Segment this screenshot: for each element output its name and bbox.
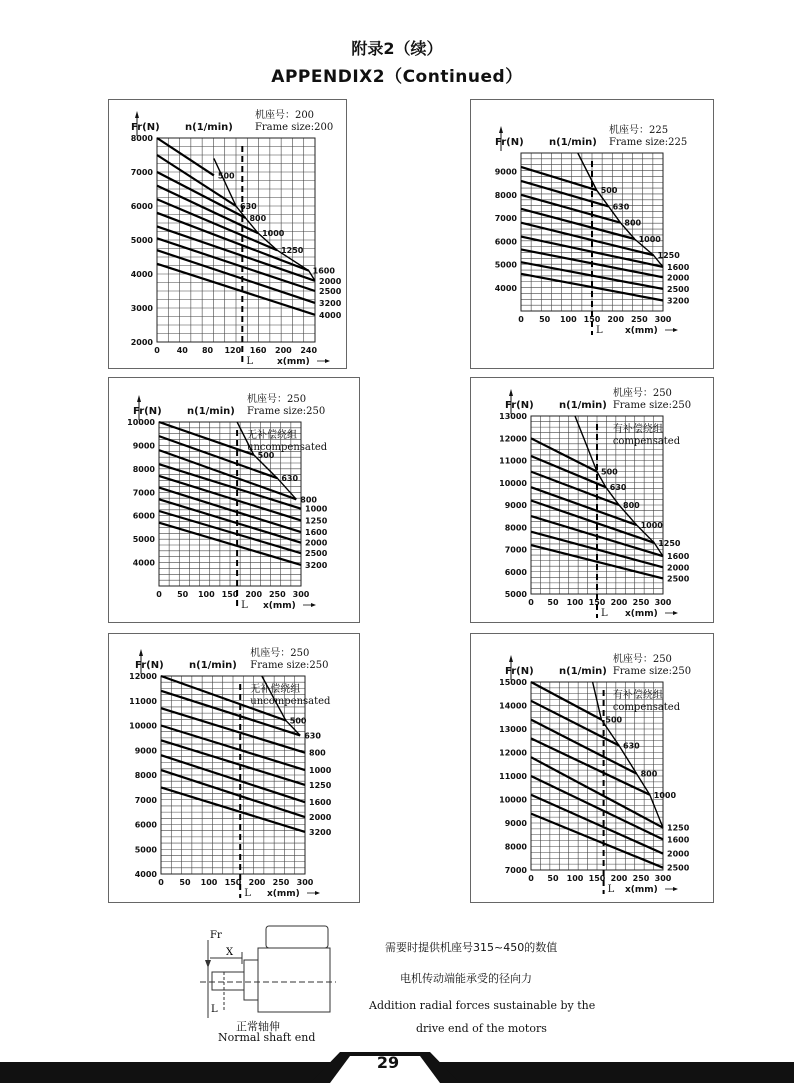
y-tick-label: 9000 [132, 441, 155, 451]
y-axis-label: Fr(N) [495, 137, 524, 148]
frame-size-cn: 机座号：225 [609, 125, 669, 136]
chart-svg [471, 634, 713, 902]
chart-svg [109, 634, 359, 902]
shaft-caption-en: Normal shaft end [218, 1031, 316, 1044]
x-tick-label: 240 [300, 346, 318, 355]
winding-type-cn: 无补偿绕组 [247, 430, 298, 441]
y-tick-label: 13000 [499, 725, 527, 734]
l-marker-label: L [601, 608, 608, 619]
x-tick-label: 250 [632, 874, 650, 883]
frame-size-en: Frame size:250 [250, 660, 329, 671]
series-label: 1600 [305, 528, 328, 538]
series-label: 1000 [640, 521, 663, 531]
x-tick-label: 0 [158, 878, 164, 887]
x-tick-label: 0 [518, 315, 524, 324]
series-label: 1000 [305, 504, 328, 514]
series-label: 2000 [309, 813, 332, 823]
y-tick-label: 8000 [504, 842, 527, 852]
shaft-end-diagram [196, 922, 346, 1022]
speed-axis-label: n(1/min) [549, 137, 597, 148]
y-tick-label: 6000 [134, 820, 157, 830]
frame-size-en: Frame size:225 [609, 137, 688, 148]
frame-size-cn: 机座号：250 [250, 648, 310, 659]
x-tick-label: 40 [176, 346, 188, 355]
y-tick-label: 8000 [130, 134, 153, 143]
x-tick-label: 50 [547, 874, 559, 883]
x-tick-label: 100 [566, 874, 584, 883]
y-tick-label: 11000 [499, 772, 527, 781]
y-axis-arrow-icon [499, 126, 503, 133]
x-tick-label: 50 [177, 590, 189, 599]
frame-size-cn: 机座号：250 [247, 394, 307, 405]
series-line [521, 195, 620, 223]
x-tick-label: 50 [547, 598, 559, 607]
x-tick-label: 120 [224, 346, 242, 355]
series-label: 2000 [319, 276, 342, 286]
series-label: 800 [640, 769, 658, 779]
x-tick-label: 200 [245, 590, 263, 599]
series-label: 1600 [309, 798, 332, 808]
winding-type-en: uncompensated [250, 696, 331, 707]
series-label: 2500 [667, 284, 690, 294]
note-en-1: Addition radial forces sustainable by the [369, 999, 596, 1012]
series-label: 3200 [319, 298, 342, 308]
series-label: 800 [249, 213, 267, 223]
x-tick-label: 100 [566, 598, 584, 607]
x-tick-label: 0 [154, 346, 160, 355]
l-marker-label: L [607, 884, 615, 895]
l-marker-label: L [244, 888, 251, 899]
y-tick-label: 9000 [504, 819, 527, 828]
note-cn-1: 需要时提供机座号315~450的数值 [385, 941, 558, 954]
series-label: 1600 [667, 835, 690, 845]
series-label: 1000 [653, 790, 677, 800]
series-label: 3200 [667, 296, 690, 306]
x-tick-label: 80 [201, 346, 214, 355]
l-marker-label: L [246, 356, 253, 367]
x-tick-label: 250 [630, 315, 648, 324]
series-label: 500 [605, 715, 623, 725]
note-en-2: drive end of the motors [416, 1022, 547, 1035]
y-tick-label: 7000 [504, 866, 527, 875]
x-tick-label: 250 [632, 598, 650, 607]
series-label: 500 [600, 186, 618, 196]
winding-type-en: compensated [612, 702, 681, 713]
chart-svg [471, 378, 713, 622]
x-tick-label: 200 [607, 315, 625, 324]
series-line [521, 181, 609, 207]
speed-axis-label: n(1/min) [559, 400, 607, 411]
series-label: 2500 [305, 549, 328, 559]
series-label: 1600 [667, 262, 690, 272]
force-arrow-icon [205, 960, 211, 968]
page-number: 29 [376, 1053, 400, 1072]
y-tick-label: 3000 [130, 304, 153, 313]
y-tick-label: 2000 [130, 338, 153, 347]
series-label: 1250 [658, 538, 681, 548]
y-tick-label: 5000 [504, 590, 527, 599]
terminal-box [266, 926, 328, 948]
winding-type-cn: 有补偿绕组 [612, 424, 663, 435]
y-tick-label: 5000 [132, 535, 155, 545]
series-label: 1600 [667, 552, 690, 562]
y-tick-label: 7000 [134, 795, 157, 805]
y-tick-label: 13000 [499, 412, 527, 421]
series-label: 2000 [305, 538, 328, 548]
chart-panel-frame-225 [470, 99, 714, 369]
y-tick-label: 5000 [494, 260, 517, 270]
series-label: 3200 [305, 560, 328, 570]
series-label: 2000 [667, 273, 690, 283]
x-tick-label: 300 [654, 598, 672, 607]
series-label: 800 [300, 495, 317, 505]
series-label: 2000 [667, 563, 690, 573]
x-tick-label: 300 [654, 874, 672, 883]
x-tick-label: 100 [559, 315, 577, 324]
y-tick-label: 4000 [130, 270, 153, 279]
y-tick-label: 11000 [129, 696, 157, 706]
x-axis-arrow-icon [325, 359, 330, 363]
x-tick-label: 200 [610, 598, 628, 607]
y-axis-label: Fr(N) [505, 400, 534, 411]
y-axis-label: Fr(N) [505, 666, 534, 677]
y-tick-label: 9000 [134, 746, 157, 756]
chart-svg [109, 378, 359, 622]
winding-type-cn: 有补偿绕组 [612, 690, 663, 701]
series-label: 2000 [667, 849, 690, 859]
y-axis-arrow-icon [135, 111, 139, 118]
y-tick-label: 11000 [499, 456, 527, 466]
series-label: 630 [240, 202, 257, 211]
x-axis-arrow-icon [673, 887, 678, 891]
speed-axis-label: n(1/min) [187, 406, 235, 417]
series-label: 800 [624, 218, 642, 228]
y-axis-arrow-icon [139, 649, 143, 656]
series-label: 630 [304, 731, 321, 741]
y-tick-label: 5000 [130, 236, 153, 245]
y-tick-label: 6000 [504, 567, 527, 577]
series-line [521, 209, 635, 239]
x-tick-label: 200 [275, 346, 292, 355]
x-tick-label: 150 [588, 598, 606, 607]
x-tick-label: 200 [248, 878, 266, 887]
y-axis-arrow-icon [137, 395, 141, 402]
y-tick-label: 12000 [499, 434, 527, 444]
y-tick-label: 6000 [494, 237, 517, 247]
note-cn-2: 电机传动端能承受的径向力 [400, 972, 532, 985]
x-axis-arrow-icon [315, 891, 320, 895]
x-tick-label: 50 [539, 315, 551, 324]
y-axis-label: Fr(N) [135, 660, 164, 671]
frame-size-cn: 机座号：250 [612, 654, 672, 665]
diagram-fr-label: Fr [210, 930, 222, 941]
series-label: 2500 [667, 574, 690, 584]
y-tick-label: 9000 [494, 167, 517, 177]
y-tick-label: 10000 [499, 795, 527, 805]
series-label: 1250 [309, 780, 332, 790]
grid [157, 138, 315, 342]
x-axis-label: x(mm) [625, 885, 658, 895]
chart-svg [109, 100, 346, 368]
speed-axis-label: n(1/min) [185, 122, 233, 133]
y-tick-label: 6000 [132, 511, 155, 521]
series-label: 3200 [309, 827, 332, 837]
x-tick-label: 100 [200, 878, 218, 887]
series-line [157, 138, 214, 175]
series-label: 2500 [667, 863, 690, 873]
y-tick-label: 12000 [129, 672, 157, 681]
y-tick-label: 7000 [130, 168, 153, 177]
x-tick-label: 160 [249, 346, 267, 355]
diagram-l-label: L [211, 1004, 218, 1015]
y-tick-label: 10000 [499, 478, 527, 488]
y-axis-arrow-icon [509, 655, 513, 662]
frame-size-en: Frame size:250 [612, 400, 692, 411]
series-label: 1250 [305, 516, 328, 526]
winding-type-en: compensated [612, 436, 681, 447]
x-axis-label: x(mm) [267, 889, 300, 899]
l-marker-label: L [596, 325, 603, 336]
x-tick-label: 150 [224, 878, 242, 887]
title-chinese: 附录2（续） [351, 39, 443, 58]
series-label: 1250 [667, 823, 690, 833]
x-tick-label: 50 [179, 878, 191, 887]
series-label: 1000 [262, 229, 285, 239]
frame-size-en: Frame size:200 [254, 122, 334, 133]
x-axis-arrow-icon [311, 603, 316, 607]
y-tick-label: 8000 [504, 523, 527, 533]
y-tick-label: 6000 [130, 202, 153, 211]
x-tick-label: 200 [610, 874, 628, 883]
series-label: 1000 [638, 234, 661, 244]
chart-panel-frame-250-compensated-a [470, 377, 714, 623]
frame-size-cn: 机座号：250 [612, 388, 672, 399]
x-axis-label: x(mm) [277, 357, 310, 367]
x-tick-label: 250 [268, 590, 286, 599]
x-tick-label: 300 [292, 590, 310, 599]
y-tick-label: 8000 [134, 771, 157, 780]
series-label: 1250 [281, 246, 304, 256]
y-tick-label: 7000 [132, 488, 155, 498]
chart-svg [471, 100, 713, 368]
y-tick-label: 10000 [129, 721, 157, 731]
series-label: 4000 [319, 310, 342, 320]
y-tick-label: 4000 [134, 870, 157, 879]
speed-axis-label: n(1/min) [559, 666, 607, 677]
x-tick-label: 250 [272, 878, 290, 887]
winding-type-cn: 无补偿绕组 [250, 684, 301, 695]
x-tick-label: 0 [156, 590, 162, 599]
series-label: 500 [217, 171, 235, 181]
x-tick-label: 150 [583, 315, 601, 324]
y-axis-label: Fr(N) [133, 406, 162, 417]
x-axis-label: x(mm) [625, 326, 658, 336]
y-tick-label: 15000 [499, 678, 527, 687]
y-axis-label: Fr(N) [131, 122, 160, 133]
x-tick-label: 0 [528, 874, 534, 883]
y-tick-label: 8000 [132, 464, 155, 474]
series-label: 630 [623, 741, 640, 751]
series-line [157, 199, 277, 250]
winding-type-en: uncompensated [247, 442, 328, 453]
series-label: 630 [609, 483, 627, 493]
chart-panel-frame-250-uncompensated-b [108, 633, 360, 903]
frame-size-en: Frame size:250 [247, 406, 326, 417]
x-tick-label: 300 [654, 315, 672, 324]
y-tick-label: 9000 [504, 501, 527, 510]
y-tick-label: 7000 [504, 545, 527, 555]
x-axis-arrow-icon [673, 328, 678, 332]
series-label: 1250 [657, 251, 680, 261]
chart-panel-frame-200 [108, 99, 347, 369]
x-axis-label: x(mm) [625, 609, 658, 619]
motor-body [258, 948, 330, 1012]
series-label: 500 [289, 716, 307, 726]
y-tick-label: 8000 [494, 190, 517, 200]
series-label: 500 [601, 467, 618, 477]
series-label: 1000 [309, 766, 332, 776]
series-label: 2500 [319, 287, 342, 296]
y-tick-label: 14000 [499, 701, 527, 711]
y-tick-label: 5000 [134, 845, 157, 855]
shaft [212, 972, 244, 990]
series-label: 630 [281, 474, 299, 484]
series-label: 630 [612, 202, 630, 212]
series-label: 800 [309, 748, 326, 758]
y-tick-label: 4000 [132, 558, 155, 568]
y-tick-label: 7000 [494, 214, 517, 224]
y-axis-arrow-icon [509, 389, 513, 396]
chart-panel-frame-250-compensated-b [470, 633, 714, 903]
shaft-caption-cn: 正常轴伸 [236, 1020, 280, 1033]
y-tick-label: 10000 [127, 418, 155, 427]
x-tick-label: 100 [197, 590, 215, 599]
x-axis-arrow-icon [673, 611, 678, 615]
title-english: APPENDIX2（Continued） [271, 67, 523, 87]
x-tick-label: 0 [528, 598, 534, 607]
x-tick-label: 150 [588, 874, 606, 883]
frame-size-cn: 机座号：200 [254, 110, 315, 121]
series-label: 500 [257, 450, 275, 460]
series-label: 800 [623, 501, 640, 510]
diagram-x-label: X [226, 947, 234, 958]
x-tick-label: 300 [296, 878, 314, 887]
chart-panel-frame-250-uncompensated-a [108, 377, 360, 623]
motor-flange [244, 960, 258, 1000]
x-tick-label: 150 [221, 590, 239, 599]
series-label: 1600 [312, 266, 335, 276]
y-tick-label: 4000 [494, 283, 517, 293]
y-tick-label: 12000 [499, 748, 527, 758]
x-axis-label: x(mm) [263, 601, 296, 611]
speed-axis-label: n(1/min) [189, 660, 237, 671]
l-marker-label: L [241, 600, 248, 611]
frame-size-en: Frame size:250 [612, 666, 692, 677]
